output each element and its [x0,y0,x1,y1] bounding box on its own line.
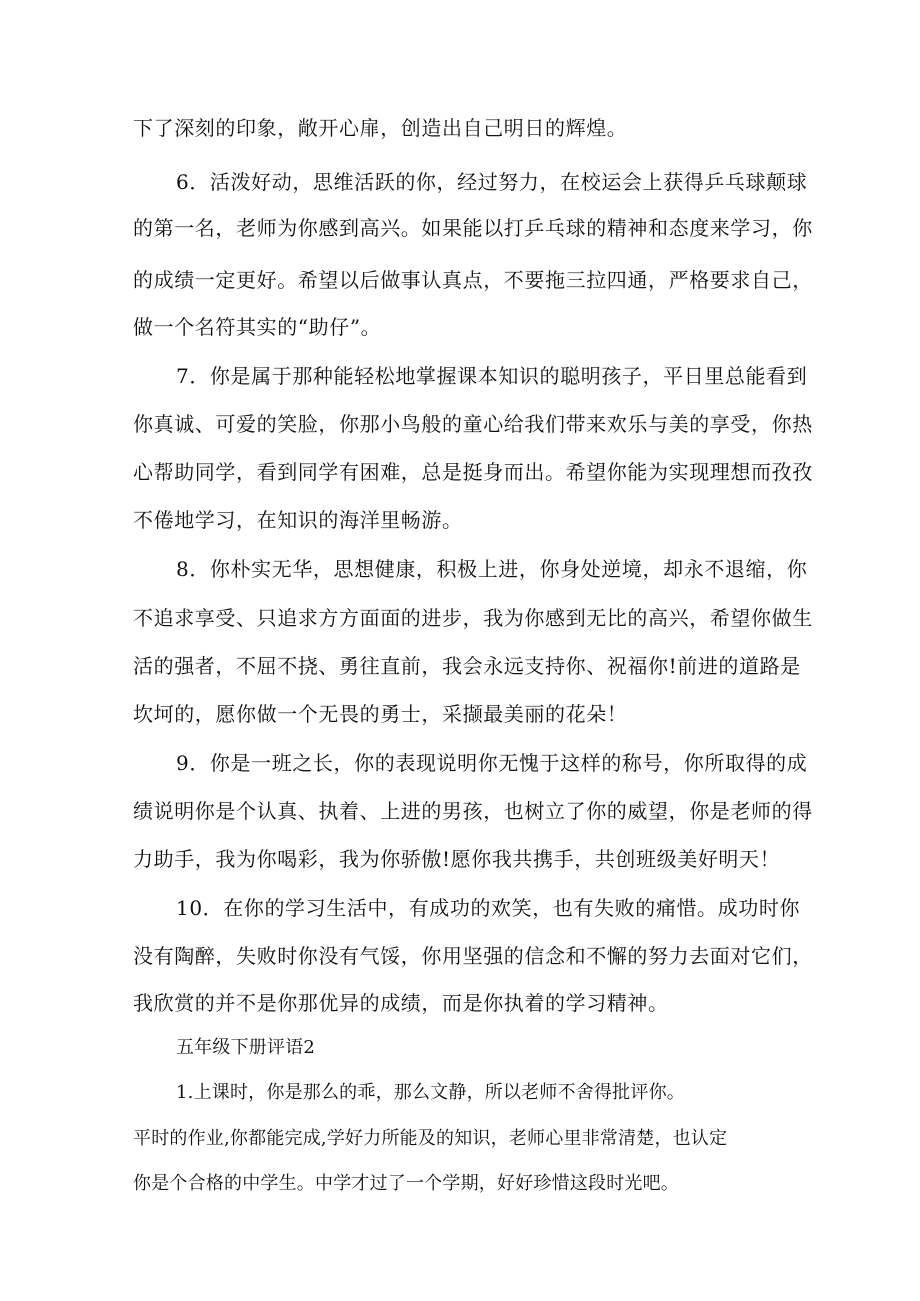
text-line: 的成绩一定更好。希望以后做事认真点，不要拖三拉四通，严格要求自己， [133,268,813,292]
text-line: 你是个合格的中学生。中学才过了一个学期，好好珍惜这段时光吧。 [133,1173,679,1194]
text-line: 下了深刻的印象，敞开心扉，创造出自己明日的辉煌。 [133,116,628,140]
text-line: 6．活泼好动，思维活跃的你，经过努力，在校运会上获得乒乓球颠球 [176,170,808,194]
text-line: 的第一名，老师为你感到高兴。如果能以打乒乓球的精神和态度来学习，你 [133,216,813,240]
text-line: 坎坷的，愿你做一个无畏的勇士，采撷最美丽的花朵！ [133,702,628,726]
text-line: 做一个名符其实的“助仔”。 [133,315,382,339]
text-line: 不倦地学习，在知识的海洋里畅游。 [133,508,463,532]
text-line: 7．你是属于那种能轻松地掌握课本知识的聪明孩子，平日里总能看到 [176,364,808,388]
text-line: 绩说明你是个认真、执着、上进的男孩，也树立了你的威望，你是老师的得 [133,799,813,823]
text-line: 不追求享受、只追求方方面面的进步，我为你感到无比的高兴，希望你做生 [133,606,813,630]
text-line: 9．你是一班之长，你的表现说明你无愧于这样的称号，你所取得的成 [176,751,808,775]
text-line: 我欣赏的并不是你那优异的成绩，而是你执着的学习精神。 [133,991,669,1015]
text-line: 10．在你的学习生活中，有成功的欢笑，也有失败的痛惜。成功时你 [176,896,801,920]
text-line: 8．你朴实无华，思想健康，积极上进，你身处逆境，却永不退缩，你 [176,557,808,581]
text-line: 1.上课时，你是那么的乖，那么文静，所以老师不舍得批评你。 [176,1082,685,1103]
text-line: 平时的作业,你都能完成,学好力所能及的知识，老师心里非常清楚，也认定 [133,1128,728,1149]
text-line: 没有陶醉，失败时你没有气馁，你用坚强的信念和不懈的努力去面对它们， [133,944,813,968]
section-title: 五年级下册评语2 [176,1037,316,1058]
text-line: 力助手，我为你喝彩，我为你骄傲!愿你我共携手，共创班级美好明天！ [133,847,781,871]
text-line: 心帮助同学，看到同学有困难，总是挺身而出。希望你能为实现理想而孜孜 [133,460,813,484]
text-line: 你真诚、可爱的笑脸，你那小鸟般的童心给我们带来欢乐与美的享受，你热 [133,412,813,436]
text-line: 活的强者，不屈不挠、勇往直前，我会永远支持你、祝福你!前进的道路是 [133,654,801,678]
